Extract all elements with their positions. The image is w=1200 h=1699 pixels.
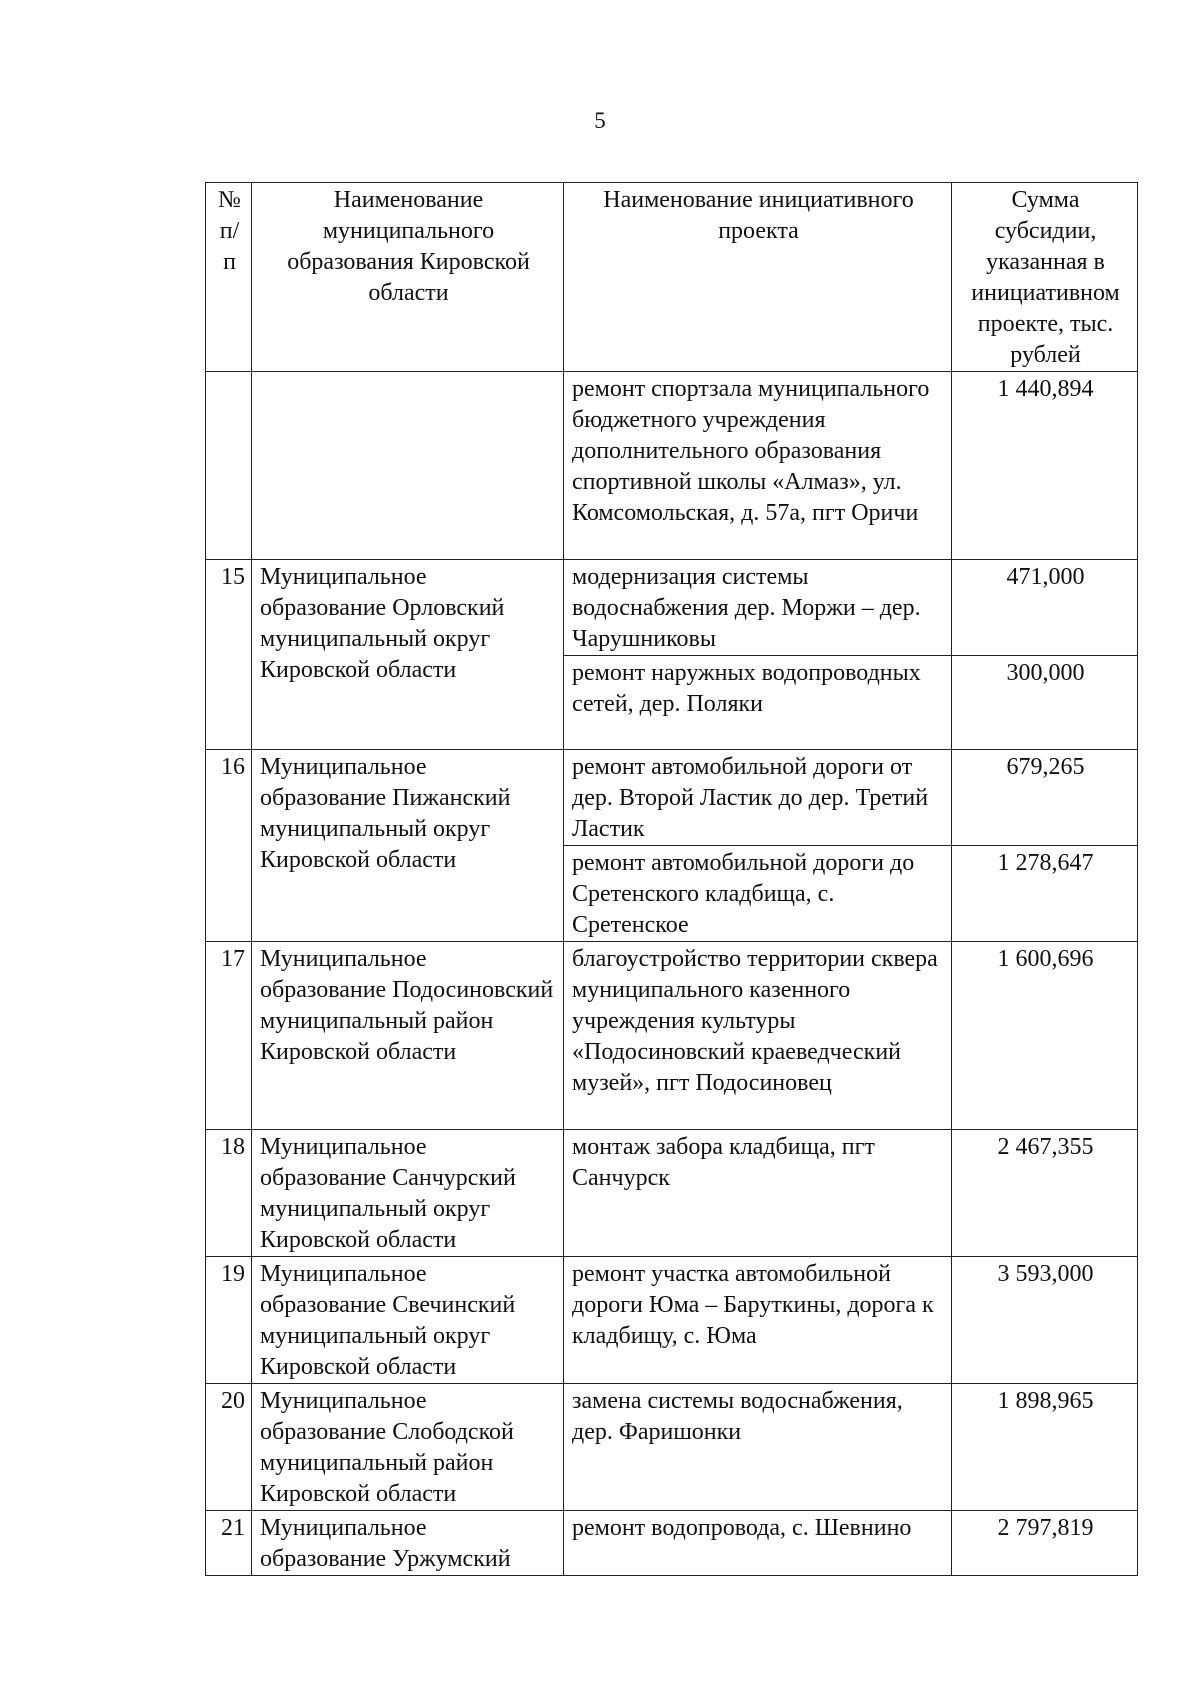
table-row — [206, 1384, 1138, 1511]
row-project: ремонт наружных водопроводных сетей, дер. Поляки — [564, 656, 952, 750]
row-num — [206, 372, 252, 560]
table-row — [206, 1130, 1138, 1257]
row-project: ремонт автомобильной дороги до Сретенского кладбища, с. Сретенское — [564, 846, 952, 942]
row-municipality: Муниципальное образование Подосиновский муниципальный район Кировской области — [252, 942, 564, 1130]
row-municipality: Муниципальное образование Слободской муниципальный район Кировской области — [252, 1384, 564, 1511]
row-sum: 300,000 — [952, 656, 1138, 750]
row-num: 15 — [206, 560, 252, 750]
row-municipality: Муниципальное образование Санчурский муниципальный округ Кировской области — [252, 1130, 564, 1257]
row-sum: 1 898,965 — [952, 1384, 1138, 1511]
header-project: Наименование инициативного проекта — [564, 183, 952, 372]
row-num: 21 — [206, 1511, 252, 1576]
row-num: 17 — [206, 942, 252, 1130]
row-municipality: Муниципальное образование Орловский муниципальный округ Кировской области — [252, 560, 564, 750]
row-municipality: Муниципальное образование Свечинский муниципальный округ Кировской области — [252, 1257, 564, 1384]
table-row — [206, 750, 1138, 846]
row-project: благоустройство территории сквера муниципального казенного учреждения культуры «Подосиновский краеведческий музей», пгт Подосиновец — [564, 942, 952, 1130]
row-num: 19 — [206, 1257, 252, 1384]
row-sum: 1 440,894 — [952, 372, 1138, 560]
row-project: ремонт водопровода, с. Шевнино — [564, 1511, 952, 1576]
row-sum: 2 797,819 — [952, 1511, 1138, 1576]
row-project: замена системы водоснабжения, дер. Фаришонки — [564, 1384, 952, 1511]
table-row — [206, 1257, 1138, 1384]
table-row — [206, 1511, 1138, 1576]
row-sum: 2 467,355 — [952, 1130, 1138, 1257]
row-project: ремонт спортзала муниципального бюджетного учреждения дополнительного образования спортивной школы «Алмаз», ул. Комсомольская, д. 57а, пгт Оричи — [564, 372, 952, 560]
row-municipality: Муниципальное образование Пижанский муниципальный округ Кировской области — [252, 750, 564, 942]
header-num: № п/п — [206, 183, 252, 372]
row-num: 18 — [206, 1130, 252, 1257]
page-number: 5 — [594, 108, 606, 133]
table-header-row — [206, 183, 1138, 372]
row-sum: 1 600,696 — [952, 942, 1138, 1130]
row-project: ремонт автомобильной дороги от дер. Второй Ластик до дер. Третий Ластик — [564, 750, 952, 846]
row-sum: 1 278,647 — [952, 846, 1138, 942]
row-sum: 679,265 — [952, 750, 1138, 846]
table-row — [206, 560, 1138, 656]
table-row — [206, 372, 1138, 560]
row-num: 16 — [206, 750, 252, 942]
row-project: ремонт участка автомобильной дороги Юма – Баруткины, дорога к кладбищу, с. Юма — [564, 1257, 952, 1384]
header-sum: Сумма субсидии, указанная в инициативном проекте, тыс. рублей — [952, 183, 1138, 372]
row-num: 20 — [206, 1384, 252, 1511]
subsidy-table — [205, 182, 1138, 1576]
row-municipality: Муниципальное образование Уржумский — [252, 1511, 564, 1576]
row-project: модернизация системы водоснабжения дер. Моржи – дер. Чарушниковы — [564, 560, 952, 656]
row-project: монтаж забора кладбища, пгт Санчурск — [564, 1130, 952, 1257]
row-municipality — [252, 372, 564, 560]
row-sum: 3 593,000 — [952, 1257, 1138, 1384]
row-sum: 471,000 — [952, 560, 1138, 656]
table-row — [206, 942, 1138, 1130]
header-municipality: Наименование муниципального образования Кировской области — [252, 183, 564, 372]
